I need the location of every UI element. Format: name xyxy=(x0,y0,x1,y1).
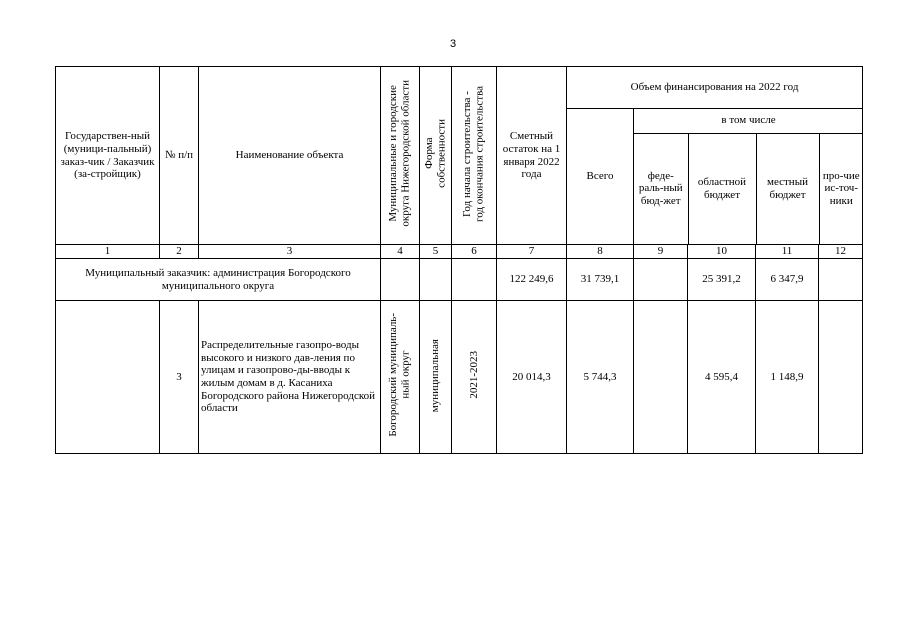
header-ownership-line1: Форма xyxy=(422,138,435,170)
header-municipal-line2: округа Нижегородской области xyxy=(400,80,412,227)
summary-other xyxy=(819,259,863,301)
item-total: 5 744,3 xyxy=(567,301,634,454)
column-number-11: 11 xyxy=(756,245,819,259)
column-number-5: 5 xyxy=(420,245,452,259)
column-number-9: 9 xyxy=(634,245,688,259)
header-number: № п/п xyxy=(160,67,199,245)
column-numbers-row xyxy=(56,245,863,259)
summary-total: 31 739,1 xyxy=(567,259,634,301)
summary-estimate: 122 249,6 xyxy=(497,259,567,301)
column-number-12: 12 xyxy=(819,245,863,259)
item-municipal-line1: Богородский муниципаль- xyxy=(387,313,400,437)
header-including: в том числе xyxy=(634,109,863,133)
summary-federal xyxy=(634,259,688,301)
item-number: 3 xyxy=(160,301,199,454)
item-other xyxy=(819,301,863,454)
item-municipal-line2: ный округ xyxy=(400,351,412,400)
header-customer: Государствен-ный (муници-пальный) заказ-чик / Заказчик (за-стройщик) xyxy=(56,67,160,245)
item-municipal-district xyxy=(381,301,420,454)
header-financing: Объем финансирования на 2022 год xyxy=(567,67,863,109)
column-number-6: 6 xyxy=(452,245,497,259)
header-municipal-line1: Муниципальные и городские xyxy=(387,85,400,222)
column-number-3: 3 xyxy=(199,245,381,259)
summary-row xyxy=(56,259,863,301)
header-regional-budget: областной бюджет xyxy=(688,133,756,244)
item-object-name: Распределительные газопро-воды высокого и низкого дав-ления по улицам и газопрово-ды-вводы к жилым домам в д. Касаниха Богородского района Нижегородской области xyxy=(199,301,381,454)
summary-regional: 25 391,2 xyxy=(688,259,756,301)
item-local: 1 148,9 xyxy=(756,301,819,454)
header-estimate-balance: Сметный остаток на 1 января 2022 года xyxy=(497,67,567,245)
header-ownership-line2: собственности xyxy=(435,119,448,189)
page-number: 3 xyxy=(449,38,457,50)
financing-table xyxy=(55,66,863,454)
header-federal-budget: феде-раль-ный бюд-жет xyxy=(634,133,688,244)
header-breakdown xyxy=(634,109,863,245)
header-ownership xyxy=(420,67,452,245)
item-regional: 4 595,4 xyxy=(688,301,756,454)
summary-local: 6 347,9 xyxy=(756,259,819,301)
header-construction-years xyxy=(452,67,497,245)
item-federal xyxy=(634,301,688,454)
header-total: Всего xyxy=(567,109,634,245)
item-customer xyxy=(56,301,160,454)
column-number-10: 10 xyxy=(688,245,756,259)
summary-years xyxy=(452,259,497,301)
summary-customer-label: Муниципальный заказчик: администрация Богородского муниципального округа xyxy=(56,259,381,301)
header-object-name: Наименование объекта xyxy=(199,67,381,245)
item-years-text: 2021-2023 xyxy=(467,351,480,400)
item-ownership-text: муниципальная xyxy=(429,338,442,412)
item-years xyxy=(452,301,497,454)
column-number-8: 8 xyxy=(567,245,634,259)
column-number-2: 2 xyxy=(160,245,199,259)
summary-municipal xyxy=(381,259,420,301)
header-other-sources: про-чие ис-точ-ники xyxy=(822,169,860,208)
header-years-line2: год окончания строительства xyxy=(474,85,486,222)
item-row xyxy=(56,301,863,454)
column-number-4: 4 xyxy=(381,245,420,259)
header-municipal-district xyxy=(381,67,420,245)
item-ownership xyxy=(420,301,452,454)
column-number-7: 7 xyxy=(497,245,567,259)
header-years-line1: Год начала строительства - xyxy=(461,90,474,217)
summary-ownership xyxy=(420,259,452,301)
item-estimate: 20 014,3 xyxy=(497,301,567,454)
column-number-1: 1 xyxy=(56,245,160,259)
header-local-budget: местный бюджет xyxy=(756,133,819,244)
